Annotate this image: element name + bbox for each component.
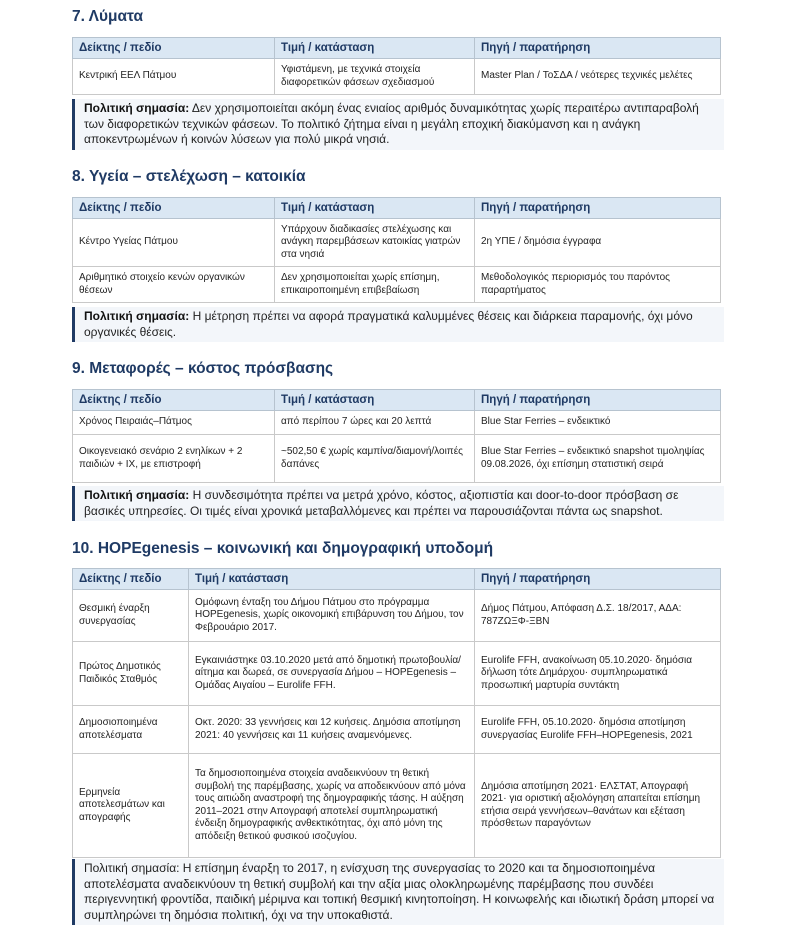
- section-title-9: 9. Μεταφορές – κόστος πρόσβασης: [72, 360, 334, 377]
- table-row: [73, 219, 721, 267]
- header-source: Πηγή / παρατήρηση: [475, 198, 721, 219]
- cell-source: Μεθοδολογικός περιορισμός του παρόντος παραρτήματος: [475, 267, 721, 303]
- table-row: [73, 590, 721, 642]
- section-title-7: 7. Λύματα: [72, 8, 144, 25]
- cell-value: από περίπου 7 ώρες και 20 λεπτά: [275, 411, 475, 435]
- policy-note-9: [72, 486, 724, 521]
- cell-indicator: Δημοσιοποιημένα αποτελέσματα: [73, 706, 189, 754]
- table-section-10: [72, 568, 721, 858]
- cell-value: Υπάρχουν διαδικασίες στελέχωσης και ανάγκη παρεμβάσεων κατοικίας γιατρών στα νησιά: [275, 219, 475, 267]
- section-title-10: 10. HOPEgenesis – κοινωνική και δημογραφική υποδομή: [72, 540, 494, 557]
- header-source: Πηγή / παρατήρηση: [475, 569, 721, 590]
- policy-label: Πολιτική σημασία:: [84, 101, 190, 115]
- policy-note-10: [72, 859, 724, 925]
- policy-note-7: [72, 99, 724, 150]
- table-row: [73, 59, 721, 95]
- header-indicator: Δείκτης / πεδίο: [73, 569, 189, 590]
- header-source: Πηγή / παρατήρηση: [475, 390, 721, 411]
- cell-value: ~502,50 € χωρίς καμπίνα/διαμονή/λοιπές δαπάνες: [275, 435, 475, 483]
- cell-source: Δήμος Πάτμου, Απόφαση Δ.Σ. 18/2017, ΑΔΑ: 787ΖΩΞΦ-ΞΒΝ: [475, 590, 721, 642]
- header-value: Τιμή / κατάσταση: [275, 38, 475, 59]
- cell-source: Blue Star Ferries – ενδεικτικό snapshot τιμοληψίας 09.08.2026, όχι επίσημη στατιστική σειρά: [475, 435, 721, 483]
- cell-indicator: Κεντρική ΕΕΛ Πάτμου: [73, 59, 275, 95]
- cell-indicator: Ερμηνεία αποτελεσμάτων και απογραφής: [73, 754, 189, 858]
- table-row: [73, 754, 721, 858]
- table-row: [73, 267, 721, 303]
- cell-value: Ομόφωνη ένταξη του Δήμου Πάτμου στο πρόγραμμα HOPEgenesis, χωρίς οικονομική επιβάρυνση του Δήμου, τον Φεβρουάριο 2017.: [189, 590, 475, 642]
- cell-value: Οκτ. 2020: 33 γεννήσεις και 12 κυήσεις. Δημόσια αποτίμηση 2021: 40 γεννήσεις και 11 κυήσεις αναμενόμενες.: [189, 706, 475, 754]
- policy-label: Πολιτική σημασία:: [84, 309, 190, 323]
- table-header-row: [73, 198, 721, 219]
- cell-indicator: Χρόνος Πειραιάς–Πάτμος: [73, 411, 275, 435]
- cell-source: 2η ΥΠΕ / δημόσια έγγραφα: [475, 219, 721, 267]
- policy-text: Πολιτική σημασία: Η επίσημη έναρξη το 2017, η ενίσχυση της συνεργασίας το 2020 και τα δημοσιοποιημένα αποτελέσματα αναδεικνύουν τη θετική συμβολή και την αξία μιας ολοκληρωμένης παρέμβασης που συνδέει περιγεννητική φροντίδα, παιδική μέριμνα και τοπική θεσμική κινητοποίηση. Η κοινωφελής και ιδιωτική δράση μπορεί να συμπληρώνει τη δημόσια πολιτική, όχι να την υποκαθιστά.: [84, 861, 715, 922]
- cell-value: Τα δημοσιοποιημένα στοιχεία αναδεικνύουν τη θετική συμβολή της παρέμβασης, χωρίς να αποδεικνύουν από μόνα τους αιτιώδη αναστροφή της δημογραφικής τάσης. Η αύξηση 2011–2021 στην Απογραφή αποτελεί συμπληρωματική ένδειξη δημογραφικής ανθεκτικότητας, όχι από μόνη της απόδειξη θετικού φυσικού ισοζυγίου.: [189, 754, 475, 858]
- policy-text: Η συνδεσιμότητα πρέπει να μετρά χρόνο, κόστος, αξιοπιστία και door-to-door πρόσβαση σε βασικές υπηρεσίες. Οι τιμές είναι χρονικά μεταβαλλόμενες και πρέπει να παρουσιάζονται πάντα ως snapshot.: [84, 488, 679, 518]
- header-value: Τιμή / κατάσταση: [275, 198, 475, 219]
- policy-text: Η μέτρηση πρέπει να αφορά πραγματικά καλυμμένες θέσεις και διάρκεια παραμονής, όχι μόνο οργανικές θέσεις.: [84, 309, 693, 339]
- policy-text: Δεν χρησιμοποιείται ακόμη ένας ενιαίος αριθμός δυναμικότητας χωρίς περαιτέρω αντιπαραβολή των διαφορετικών τεχνικών φάσεων. Το πολιτικό ζήτημα είναι η μεγάλη εποχική διακύμανση και η ανάγκη αποκεντρωμένων ή κοινών λύσεων για πολύ μικρά νησιά.: [84, 101, 699, 146]
- cell-indicator: Αριθμητικό στοιχείο κενών οργανικών θέσεων: [73, 267, 275, 303]
- section-title-8: 8. Υγεία – στελέχωση – κατοικία: [72, 168, 306, 185]
- policy-note-8: [72, 307, 724, 342]
- table-row: [73, 642, 721, 706]
- header-value: Τιμή / κατάσταση: [189, 569, 475, 590]
- cell-value: Δεν χρησιμοποιείται χωρίς επίσημη, επικαιροποιημένη επιβεβαίωση: [275, 267, 475, 303]
- table-row: [73, 411, 721, 435]
- header-indicator: Δείκτης / πεδίο: [73, 38, 275, 59]
- table-section-8: [72, 197, 721, 303]
- cell-source: Eurolife FFH, ανακοίνωση 05.10.2020· δημόσια δήλωση τότε Δημάρχου· συμπληρωματικά προσωπική μαρτυρία συντάκτη: [475, 642, 721, 706]
- table-row: [73, 435, 721, 483]
- cell-source: Eurolife FFH, 05.10.2020· δημόσια αποτίμηση συνεργασίας Eurolife FFH–HOPEgenesis, 2021: [475, 706, 721, 754]
- table-section-9: [72, 389, 721, 483]
- header-indicator: Δείκτης / πεδίο: [73, 198, 275, 219]
- cell-indicator: Οικογενειακό σενάριο 2 ενηλίκων + 2 παιδιών + ΙΧ, με επιστροφή: [73, 435, 275, 483]
- table-header-row: [73, 38, 721, 59]
- header-value: Τιμή / κατάσταση: [275, 390, 475, 411]
- cell-source: Blue Star Ferries – ενδεικτικό: [475, 411, 721, 435]
- cell-value: Εγκαινιάστηκε 03.10.2020 μετά από δημοτική πρωτοβουλία/αίτημα και δωρεά, σε συνεργασία Δήμου – HOPEgenesis – Ομάδας Αιγαίου – Eurolife FFH.: [189, 642, 475, 706]
- table-header-row: [73, 390, 721, 411]
- cell-source: Δημόσια αποτίμηση 2021· ΕΛΣΤΑΤ, Απογραφή 2021· για οριστική αξιολόγηση απαιτείται επίσημη ετήσια σειρά γεννήσεων–θανάτων και εξέταση πρόσθετων παραγόντων: [475, 754, 721, 858]
- cell-indicator: Πρώτος Δημοτικός Παιδικός Σταθμός: [73, 642, 189, 706]
- header-source: Πηγή / παρατήρηση: [475, 38, 721, 59]
- cell-indicator: Κέντρο Υγείας Πάτμου: [73, 219, 275, 267]
- table-section-7: [72, 37, 721, 95]
- cell-source: Master Plan / ΤοΣΔΑ / νεότερες τεχνικές μελέτες: [475, 59, 721, 95]
- cell-indicator: Θεσμική έναρξη συνεργασίας: [73, 590, 189, 642]
- header-indicator: Δείκτης / πεδίο: [73, 390, 275, 411]
- table-row: [73, 706, 721, 754]
- policy-label: Πολιτική σημασία:: [84, 488, 190, 502]
- table-header-row: [73, 569, 721, 590]
- cell-value: Υφιστάμενη, με τεχνικά στοιχεία διαφορετικών φάσεων σχεδιασμού: [275, 59, 475, 95]
